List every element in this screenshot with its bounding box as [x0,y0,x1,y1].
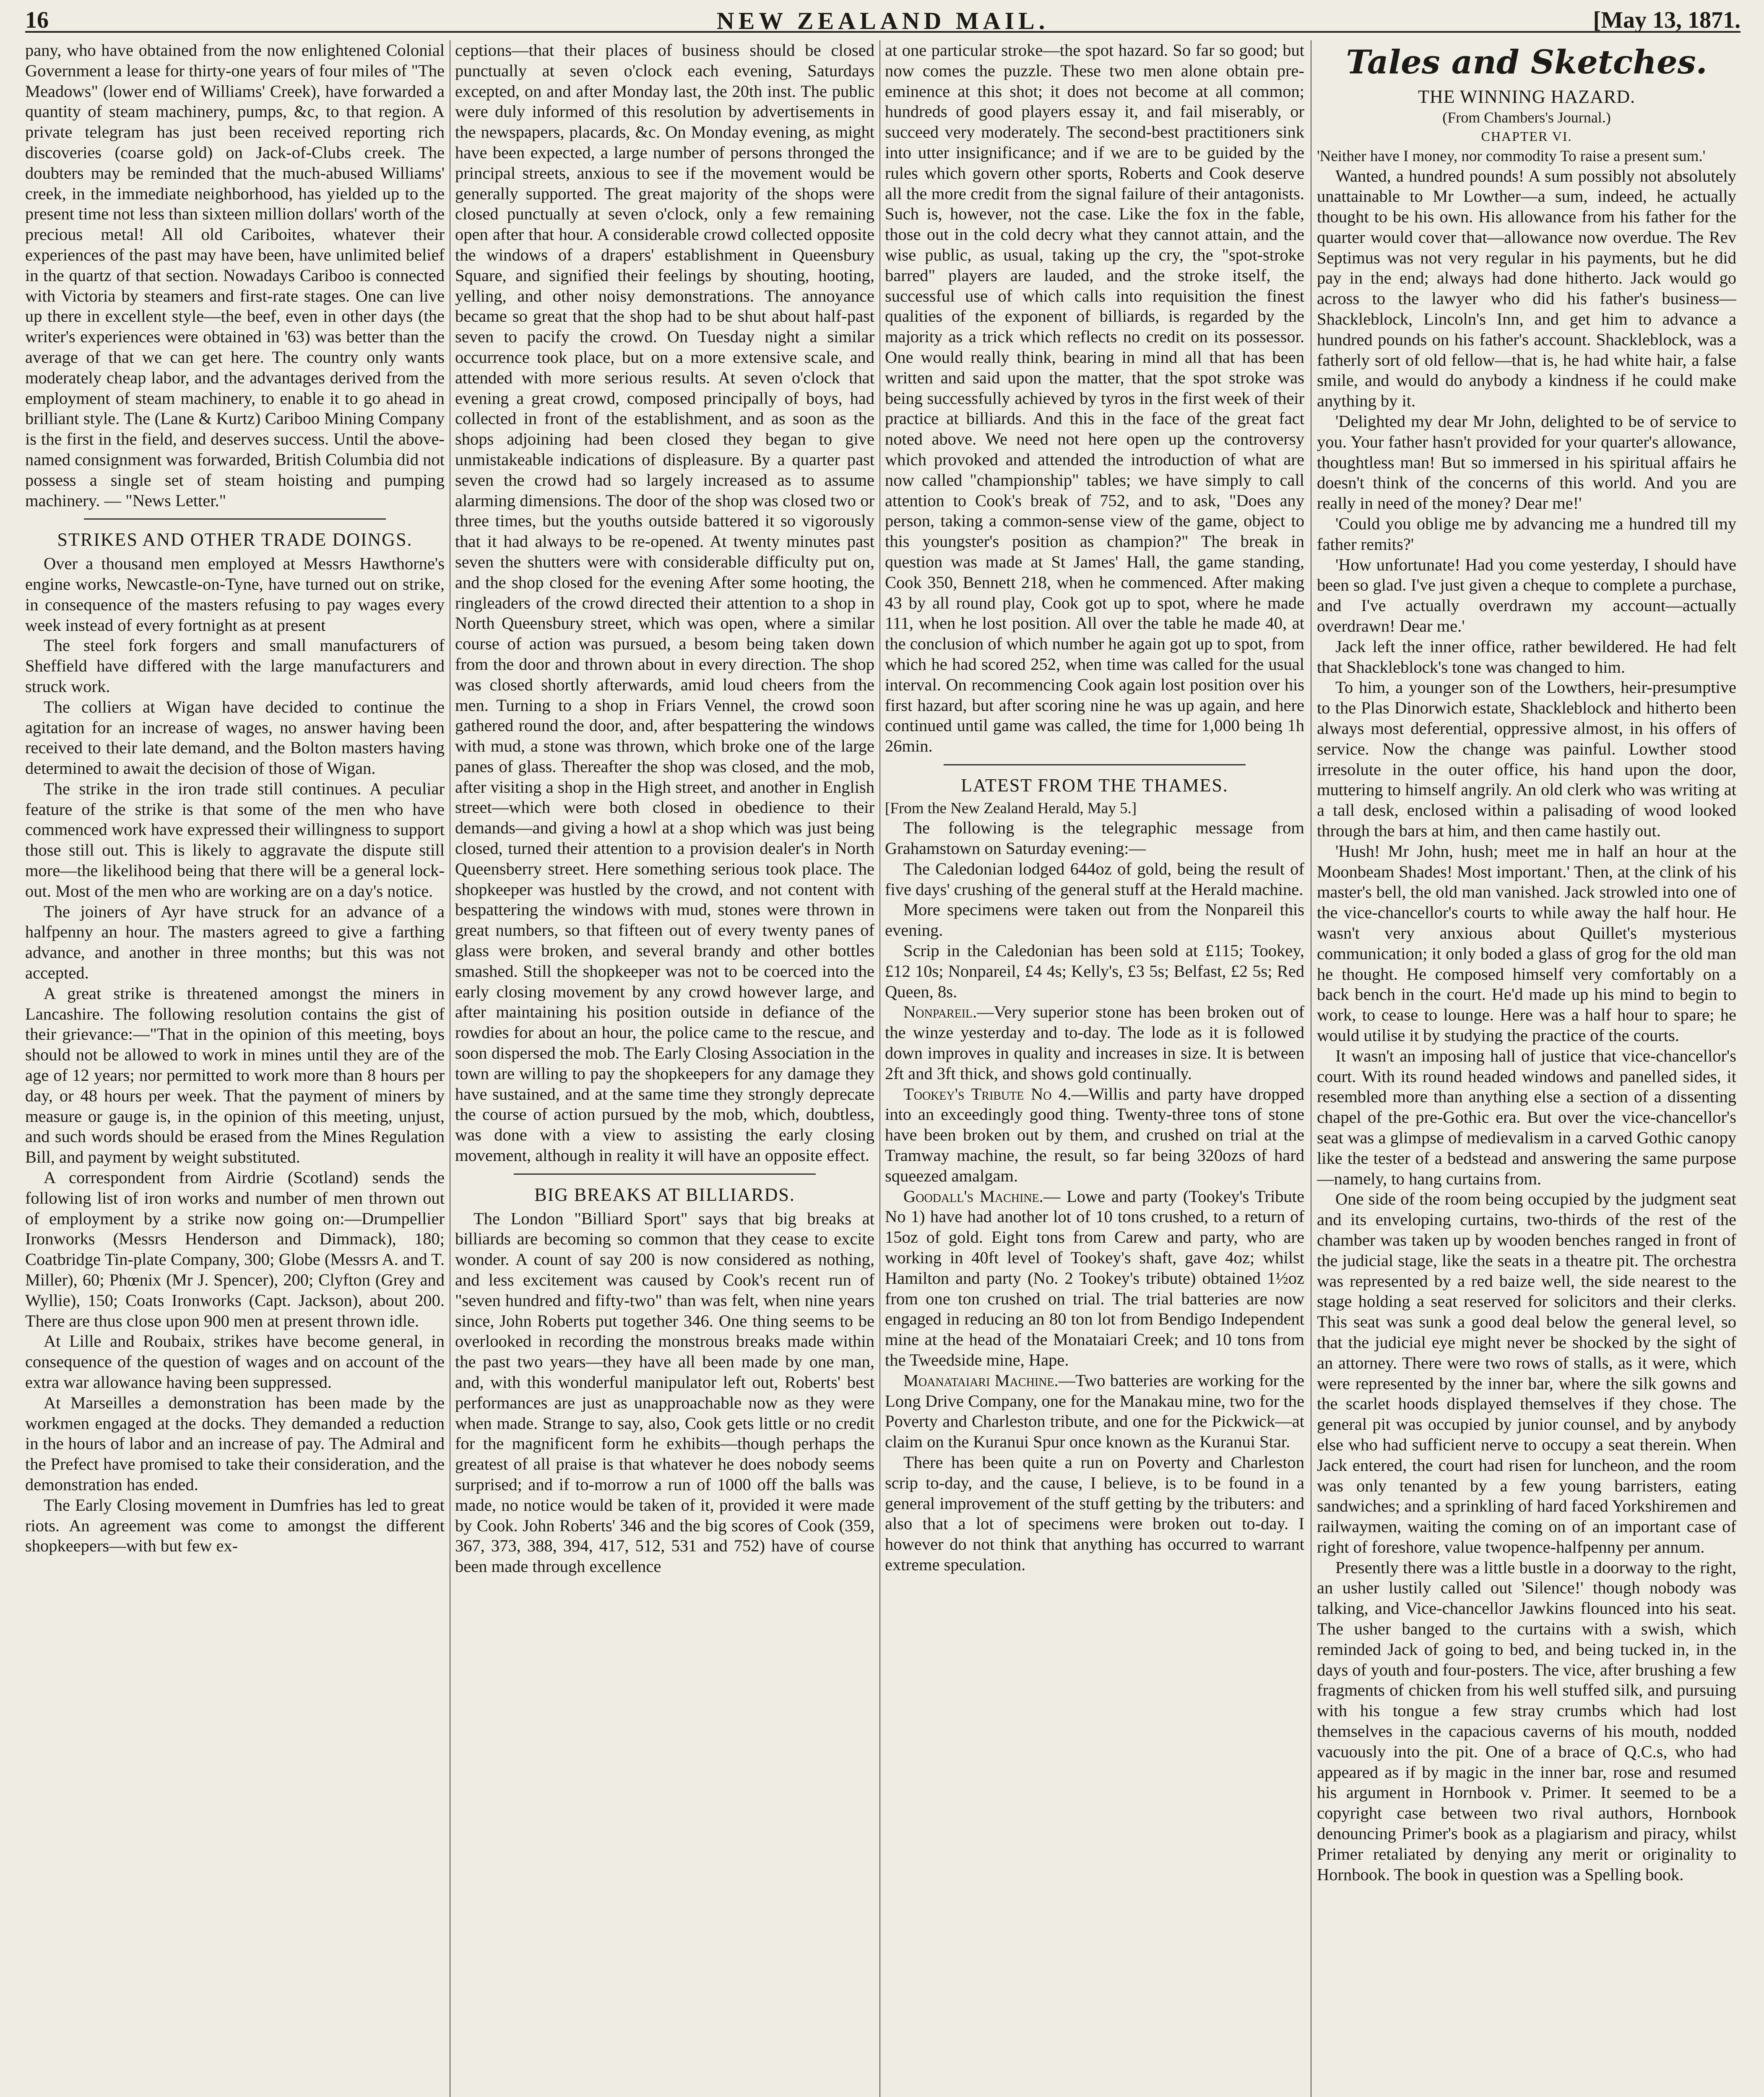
cariboo-article-text: pany, who have obtained from the now enlightened Colonial Government a lease for thirty-one years of four miles of "The Meadows" (lower end of Williams' Creek), have forwarded a quantity of steam machinery, pumps, &c, to that region. A private telegram has just been received reporting rich discoveries (coarse gold) on Jack-of-Clubs creek. The doubters may be reminded that the much-abused Williams' creek, in the immediate neighborhood, has yielded up to the present time not less than sixteen million dollars' worth of the precious metal! All old Cariboites, whatever their experiences of the past may have been, have unlimited belief in the quartz of that section. Nowadays Cariboo is connected with Victoria by steamers and first-rate stages. One can live up there in excellent style—the beef, even in other days (the writer's experiences were obtained in '63) was better than the average of that we can get here. The country only wants moderately cheap labor, and the advantages derived from the employment of steam machinery, to enable it to go ahead in brilliant style. The (Lane & Kurtz) Cariboo Mining Company is the first in the field, and deserves success. Until the above-named consignment was forwarded, British Columbia did not possess a single set of steam hoisting and pumping machinery. — "News Letter." [25,41,445,510]
issue-date: [May 13, 1871. [1593,7,1741,33]
story-paragraph: Jack left the inner office, rather bewildered. He had felt that Shackleblock's tone was changed to him. [1317,637,1736,676]
billiards-continued-text: at one particular stroke—the spot hazard. So far so good; but now comes the puzzle. These two men alone obtain pre-eminence at this shot; it does not become at all common; hundreds of good players essay it, and fail miserably, or succeed very moderately. The second-best practitioners sink into utter insignificance; and if we are to be guided by the rules which govern other sports, Roberts and Cook deserve all the more credit from the signal failure of their antagonists. Such is, however, not the case. Like the fox in the fable, those out in the cold decry what they cannot attain, and the wise public, as usual, taking up the cry, the "spot-stroke barred" players are lauded, and the stroke itself, the successful use of which calls into requisition the finest qualities of the exponent of billiards, is regarded by the majority as a trick which reflects no credit on its possessor. One would really think, bearing in mind all that has been written and said upon the matter, that the spot stroke was being successfully achieved by tyros in the first week of their practice at billiards. And this in the face of the great fact noted above. We need not here open up the controversy which provoked and attended the introduction of what are now called "championship" tables; we have simply to call attention to Cook's break of 752, and to ask, "Does any person, taking a common-sense view of the game, object to this youngster's position as champion?" The break in question was made at St James' Hall, the game standing, Cook 350, Bennett 218, when he commenced. After making 43 by all round play, Cook got up to spot, where he made 111, when he lost position. All over the table he made 40, at the conclusion of which number he again got up to spot, from which he had scored 252, when time was called for the usual interval. On recommencing Cook again lost position over his first hazard, but after scoring nine he was up again, and here continued until game was called, the time for 1,000 being 1h 26min. [885,41,1304,756]
column-4 [1317,40,1736,2097]
column-2 [455,40,874,2097]
billiards-heading: BIG BREAKS AT BILLIARDS. [534,1184,795,1205]
thames-paragraph [885,1186,1304,1371]
thames-paragraph: There has been quite a run on Poverty and Charleston scrip to-day, and the cause, I believe, is to be found in a general improvement of the stuff getting by the tributers: and also that a lot of specimens were broken out to-day. I however do not think that anything has occurred to warrant extreme speculation. [885,1452,1304,1574]
thames-heading: LATEST FROM THE THAMES. [961,775,1228,796]
billiards-paragraph: The London "Billiard Sport" says that big breaks at billiards are becoming so common that they cease to excite wonder. A count of say 200 is now considered as nothing, and less excitement was caused by Cook's recent run of "seven hundred and fifty-two" than was felt, when nine years since, John Roberts put together 346. One thing seems to be overlooked in recording the monstrous breaks made within the past two years—they have all been made by one man, and, with this wonderful manipulator left out, Roberts' best performances are just as unapproachable now as they were when made. Strange to say, also, Cook gets little or no credit for the magnificent form he exhibits—though perhaps the greatest of all praise is that whatever he does nobody seems surprised; and if to-morrow a run of 1000 off the balls was made, no notice would be taken of it, provided it were made by Cook. John Roberts' 346 and the big scores of Cook (359, 367, 373, 388, 394, 417, 512, 531 and 752) have of course been made through excellence [455,1209,874,1576]
nonpareil-label: Nonpareil. [903,1002,977,1022]
tales-section-title: Tales and Sketches. [1346,43,1707,81]
goodall-label: Goodall's Machine. [903,1186,1043,1206]
story-paragraph: To him, a younger son of the Lowthers, heir-presumptive to the Plas Dinorwich estate, Shackleblock and hitherto been always most deferential, oppressive almost, in his offers of service. Now the change was painful. Lowther stood irresolute in the outer office, his hand upon the door, muttering to himself angrily. An old clerk who was writing at a tall desk, enclosed within a palisading of wood looked through the bars at him, and then came hastily out. [1317,678,1736,840]
thames-paragraph [885,1084,1304,1186]
story-paragraph: 'Hush! Mr John, hush; meet me in half an hour at the Moonbeam Shades! Most important.' Then, at the clink of his master's bell, the old man vanished. Jack strowled into one of the vice-chancellor's courts to while away the half hour. He wasn't very anxious about Quillet's mysterious communication; it only boded a glass of grog for the old man he thought. He composed himself very comfortably on a back bench in the court. He'd made up his mind to begin to work, to cease to lounge. Here was a half hour to spare; he would utilise it by studying the practice of the courts. [1317,841,1736,1045]
page-number: 16 [25,7,49,33]
thames-paragraph: Scrip in the Caledonian has been sold at £115; Tookey, £12 10s; Nonpareil, £4 4s; Kelly's, £3 5s; Belfast, £2 5s; Red Queen, 8s. [885,941,1304,1001]
strikes-paragraph: At Lille and Roubaix, strikes have become general, in consequence of the question of wages and on account of the extra war allowance having been suppressed. [25,1332,445,1392]
thames-paragraph [885,1002,1304,1084]
strikes-paragraph: The Early Closing movement in Dumfries has led to great riots. An agreement was come to amongst the different shopkeepers—with but few ex- [25,1495,445,1556]
chapter-label: CHAPTER VI. [1481,129,1572,144]
story-paragraph: 'Could you oblige me by advancing me a hundred till my father remits?' [1317,514,1736,554]
nonpareil-text: —Very superior stone has been broken out of the winze yesterday and to-day. The lode as it is followed down improves in quality and increases in size. It is between 2ft and 3ft thick, and shows gold continually. [885,1002,1304,1083]
strikes-paragraph: Over a thousand men employed at Messrs Hawthorne's engine works, Newcastle-on-Tyne, have turned out on strike, in consequence of the masters refusing to pay wages every week instead of every fortnight as at present [25,554,445,635]
strikes-paragraph: A great strike is threatened amongst the miners in Lancashire. The following resolution contains the gist of their grievance:—"That in the opinion of this meeting, boys should not be allowed to work in mines until they are of the age of 12 years; nor permitted to work more than 8 hours per day, or 48 hours per week. That the payment of miners by measure or gauge is, in the opinion of this meeting, unjust, and such words should be erased from the Mines Regulation Bill, and payment by weight substituted. [25,983,445,1167]
column-rule [879,40,880,2097]
column-3 [885,40,1304,2097]
moanataiari-label: Moanataiari Machine. [903,1371,1059,1390]
article-divider [84,518,386,520]
moanataiari-text: —Two batteries are working for the Long Drive Company, one for the Manakau mine, two for the Poverty and Charleston tribute, and one for the Pickwick—at claim on the Kuranui Spur once known as the Kuranui Star. [885,1371,1304,1452]
thames-paragraph [885,1371,1304,1452]
strikes-paragraph: The colliers at Wigan have decided to continue the agitation for an increase of wages, no answer having been received to their late demand, and the Bolton masters having determined to await the decision of those of Wigan. [25,697,445,778]
column-1 [25,40,445,2097]
story-paragraph: One side of the room being occupied by the judgment seat and its enveloping curtains, two-thirds of the rest of the chamber was taken up by wooden benches ranged in front of the judicial stage, like the seats in a theatre pit. The orchestra was represented by a red baize well, the side nearest to the stage holding a seat reserved for solicitors and their clerks. This seat was sunk a good deal below the general level, so that the judicial eye might never be shocked by the sight of an attorney. There were two rows of stalls, as it were, which were represented by the inner bar, where the silk gowns and the scarlet hoods displayed themselves if they chose. The general pit was occupied by junior counsel, and by anybody else who had sufficient nerve to occupy a seat therein. When Jack entered, the court had risen for luncheon, and the room was only tenanted by a few young barristers, eating sandwiches; and a sprinkling of hard faced Yorkshiremen and railwaymen, waiting the coming on of an important case of right of foreshore, value twopence-halfpenny per annum. [1317,1189,1736,1556]
article-divider [944,764,1246,765]
tookey-label: Tookey's Tribute No 4. [903,1084,1072,1103]
story-paragraph: 'How unfortunate! Had you come yesterday, I should have been so glad. I've just given a cheque to complete a purchase, and I've actually overdrawn my account—actually overdrawn! Dear me.' [1317,555,1736,636]
thames-paragraph: The following is the telegraphic message from Grahamstown on Saturday evening:— [885,818,1304,858]
story-title: THE WINNING HAZARD. [1418,86,1635,107]
early-closing-text: ceptions—that their places of business should be closed punctually at seven o'clock each evening, Saturdays excepted, on and after Monday last, the 20th inst. The public were duly informed of this resolution by advertisements in the newspapers, placards, &c. On Monday evening, as might have been expected, a large number of persons thronged the principal streets, anxious to see if the movement would be generally supported. The great majority of the shops were closed punctually at seven o'clock, only a few remaining open after that hour. A considerable crowd collected opposite the windows of a drapers' establishment in Queensbury Square, and signified their feelings by shouting, hooting, yelling, and other noisy demonstrations. The annoyance became so great that the shop had to be shut about half-past seven to pacify the crowd. On Tuesday night a similar occurrence took place, but on a more extensive scale, and attended with more serious results. At seven o'clock that evening a great crowd, composed principally of boys, had collected in front of the establishment, and as soon as the shops adjoining had been closed they began to give unmistakeable indications of displeasure. By a quarter past seven the crowd had so largely increased as to assume alarming dimensions. The door of the shop was closed two or three times, but the youths outside battered it so vigorously that it had always to be re-opened. At twenty minutes past seven the shutters were with considerable difficulty put on, and the shop closed for the evening After some hooting, the ringleaders of the crowd directed their attention to a shop in North Queensbury street, which was open, where a similar course of action was pursued, a besom being taken down from the door and thrown about in every direction. The shop was closed shortly afterwards, amid loud cheers from the men. Turning to a shop in Friars Vennel, the crowd soon gathered round the door, and, after bespattering the windows with mud, a stone was thrown, which broke one of the large panes of glass. Thereafter the shop was closed, and the mob, after visiting a shop in the High street, and another in English street—which were both closed in obedience to their demands—and giving a howl at a shop which was just being closed, turned their attention to a provision dealer's in North Queensberry street. Here something serious took place. The shopkeeper was hustled by the crowd, and not content with bespattering the windows with mud, stones were thrown in great numbers, so that fifteen out of every twenty panes of glass were broken, and several brandy and other bottles smashed. Still the shopkeeper was not to be coerced into the early closing movement by any crowd however large, and after maintaining his position outside in defiance of the rowdies for about an hour, the police came to the rescue, and soon dispersed the mob. The Early Closing Association in the town are willing to pay the shopkeepers for any damage they have sustained, and at the same time they strongly deprecate the course of action pursued by the mob, which, doubtless, was done with a view to assisting the early closing movement, although in reality it will have an opposite effect. [455,41,874,1165]
article-divider [514,1173,816,1175]
strikes-paragraph: The strike in the iron trade still continues. A peculiar feature of the strike is that some of the men who have commenced work have expressed their willingness to support those still out. This is likely to aggravate the dispute still more—the likelihood being that there will be a general lock-out. Most of the men who are working are on a day's notice. [25,779,445,900]
story-paragraph: Presently there was a little bustle in a doorway to the right, an usher lustily called out 'Silence!' though nobody was talking, and Vice-chancellor Jawkins flounced into his seat. The usher banged to the curtains with a swish, which reminded Jack of going to bed, and being tucked in, in the days of youth and four-posters. The vice, after brushing a few fragments of chicken from his well stuffed silk, and pursuing with his tongue a few stray crumbs which had lost themselves in the capacious caverns of his mouth, nodded vacuously into the pit. One of a brace of Q.C.s, who had appeared as if by magic in the inner bar, rose and resumed his argument in Hornbook v. Primer. It seemed to be a copyright case between two rival authors, Hornbook denouncing Primer's book as a plagiarism and piracy, whilst Primer retaliated by denying any merit or originality to Hornbook. The book in question was a Spelling book. [1317,1558,1736,1884]
strikes-paragraph: A correspondent from Airdrie (Scotland) sends the following list of iron works and number of men thrown out of employment by a strike now going on:—Drumpellier Ironworks (Messrs Henderson and Dimmack), 180; Coatbridge Tin-plate Company, 300; Globe (Messrs A. and T. Miller), 60; Phœnix (Mr J. Spencer), 200; Clyfton (Grey and Wyllie), 150; Coats Ironworks (Capt. Jackson), about 200. There are thus close upon 900 men at present thrown idle. [25,1168,445,1330]
story-paragraph: 'Delighted my dear Mr John, delighted to be of service to you. Your father hasn't provided for your quarter's allowance, thoughtless man! But so immersed in his spiritual affairs he doesn't think of the concerns of this world. And you are really in need of the money? Dear me!' [1317,412,1736,513]
thames-source: [From the New Zealand Herald, May 5.] [885,799,1137,817]
story-source: (From Chambers's Journal.) [1442,109,1611,126]
goodall-text: — Lowe and party (Tookey's Tribute No 1) have had another lot of 10 tons crushed, to a return of 15oz of gold. Eight tons from Carew and party, who are working in 40ft level of Tookey's shaft, gave 4oz; whilst Hamilton and party (No. 2 Tookey's tribute) obtained 1½oz from one ton crushed on trial. The trial batteries are now engaged in reducing an 80 ton lot from Bendigo Independent mine at the head of the Monataiari Creek; and 10 tons from the Tweedside mine, Hape. [885,1186,1304,1369]
chapter-motto: 'Neither have I money, nor commodity To raise a present sum.' [1317,147,1706,165]
strikes-paragraph: The joiners of Ayr have struck for an advance of a halfpenny an hour. The masters agreed to give a farthing advance, and another in three months; but this was not accepted. [25,902,445,983]
strikes-paragraph: The steel fork forgers and small manufacturers of Sheffield have differed with the large manufacturers and struck work. [25,636,445,696]
story-paragraph: Wanted, a hundred pounds! A sum possibly not absolutely unattainable to Mr Lowther—a sum, indeed, he actually thought to be his own. His allowance from his father for the quarter would cover that—allowance now overdue. The Rev Septimus was not very regular in his payments, but he did pay in the end; always had done hitherto. Jack would go across to the lawyer who did his father's business—Shackleblock, Lincoln's Inn, and get him to advance a hundred pounds on his father's account. Shackleblock, was a fatherly sort of old fellow—that is, he had white hair, a false smile, and would do anybody a kindness if he could make anything by it. [1317,166,1736,411]
newspaper-title: NEW ZEALAND MAIL. [716,7,1049,34]
strikes-heading: STRIKES AND OTHER TRADE DOINGS. [57,529,413,550]
masthead [25,5,1741,33]
thames-paragraph: More specimens were taken out from the Nonpareil this evening. [885,900,1304,940]
thames-paragraph: The Caledonian lodged 644oz of gold, being the result of five days' crushing of the general stuff at the Herald machine. [885,859,1304,899]
story-paragraph: It wasn't an imposing hall of justice that vice-chancellor's court. With its round headed windows and panelled sides, it resembled more than anything else a section of a dissenting chapel of the pre-Gothic era. But over the vice-chancellor's seat was a glimpse of medievalism in a carved Gothic canopy like the tester of a bedstead and answering the same purpose—namely, to hang curtains from. [1317,1046,1736,1188]
strikes-paragraph: At Marseilles a demonstration has been made by the workmen engaged at the docks. They demanded a reduction in the hours of labor and an increase of pay. The Admiral and the Prefect have promised to take their consideration, and the demonstration has ended. [25,1393,445,1494]
tookey-text: —Willis and party have dropped into an exceedingly good thing. Twenty-three tons of stone have been broken out by them, and crushed on trial at the Tramway machine, the result, so far being 320ozs of hard squeezed amalgam. [885,1084,1304,1185]
